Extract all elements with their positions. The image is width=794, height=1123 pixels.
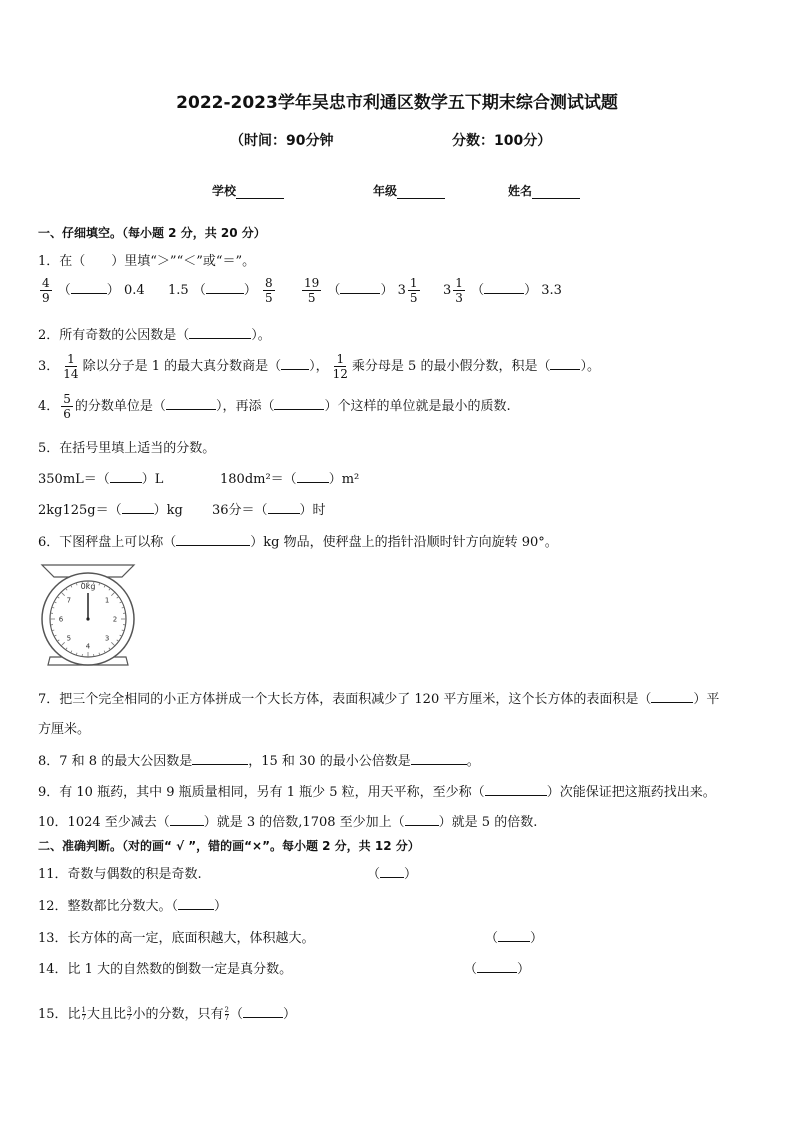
fraction: $\frac{8}{5}$ (265, 276, 273, 305)
time-label: （时间：90分钟 (230, 133, 334, 149)
q14-answer: （ ） (464, 962, 531, 977)
answer-blank[interactable] (110, 470, 142, 483)
name-label: 姓名 (508, 184, 533, 198)
answer-blank[interactable] (274, 397, 324, 410)
answer-blank[interactable] (206, 281, 244, 294)
question-15: 15．比 $\frac{1}{7}$ 大且比 $\frac{3}{7}$ 小的分数，只有 $\frac{2}{7}$ （ ） (38, 1006, 297, 1022)
answer-blank[interactable] (170, 813, 204, 826)
page-title: 2022-2023学年吴忠市利通区数学五下期末综合测试试题 (176, 93, 618, 113)
q1-item-a: $\frac{4}{9}$ （ ） 0.4 (42, 276, 145, 305)
fraction: $\frac{2}{7}$ (224, 1006, 229, 1022)
score-label: 分数：100分） (452, 133, 552, 149)
question-11: 11．奇数与偶数的积是奇数. (38, 867, 202, 882)
question-8: 8．7 和 8 的最大公因数是 ，15 和 30 的最小公倍数是 。 (38, 754, 480, 769)
question-13: 13．长方体的高一定，底面积越大，体积越大。 (38, 931, 315, 946)
answer-blank[interactable] (651, 690, 693, 703)
answer-blank[interactable] (485, 783, 547, 796)
q1-item-b: 1.5 （ ） $\frac{8}{5}$ (168, 276, 273, 305)
answer-blank[interactable] (166, 397, 216, 410)
answer-blank[interactable] (192, 752, 248, 765)
question-7: 7．把三个完全相同的小正方体拼成一个大长方体，表面积减少了 120 平方厘米，这个长方体的表面积是（ ）平 (38, 692, 720, 707)
answer-blank[interactable] (498, 929, 530, 942)
question-5: 5．在括号里填上适当的分数。 (38, 441, 216, 456)
q5-item-b: 180dm²＝（ ）m² (220, 472, 360, 487)
name-field (508, 182, 580, 199)
question-10: 10．1024 至少减去（ ）就是 3 的倍数,1708 至少加上（ ）就是 5 的倍数. (38, 815, 538, 830)
answer-blank[interactable] (268, 501, 300, 514)
answer-blank[interactable] (189, 326, 251, 339)
dial-number: 6 (58, 615, 64, 624)
answer-blank[interactable] (71, 281, 107, 294)
answer-blank[interactable] (122, 501, 154, 514)
dial-number: 2 (112, 615, 118, 624)
fraction: $\frac{1}{3}$ (455, 276, 463, 305)
question-7-cont: 方厘米。 (38, 722, 91, 737)
fraction: $\frac{4}{9}$ (42, 276, 50, 305)
answer-blank[interactable] (411, 752, 467, 765)
answer-blank[interactable] (297, 470, 329, 483)
dial-number: 3 (104, 634, 110, 643)
answer-blank[interactable] (340, 281, 380, 294)
section1-heading: 一、仔细填空。（每小题 2 分，共 20 分） (38, 226, 266, 240)
fraction: $\frac{1}{14}$ (63, 352, 79, 381)
q5-item-d: 36分＝（ ）时 (212, 503, 326, 518)
fraction: $\frac{5}{6}$ (63, 392, 71, 421)
answer-blank[interactable] (550, 357, 580, 370)
fraction: $\frac{1}{7}$ (81, 1006, 87, 1022)
school-field (212, 182, 284, 199)
school-blank[interactable] (236, 186, 284, 199)
dial-number: 1 (104, 596, 110, 605)
grade-label: 年级 (373, 184, 398, 198)
answer-blank[interactable] (243, 1005, 283, 1018)
dial-number: 4 (85, 642, 91, 651)
question-6: 6．下图秤盘上可以称（ ）kg 物品，使秤盘上的指针沿顺时针方向旋转 90°。 (38, 535, 558, 550)
q5-item-c: 2kg125g＝（ ）kg (38, 503, 183, 518)
fraction: $\frac{19}{5}$ (304, 276, 320, 305)
answer-blank[interactable] (178, 897, 214, 910)
fraction: $\frac{3}{7}$ (127, 1006, 132, 1022)
kitchen-scale-figure (38, 561, 138, 673)
answer-blank[interactable] (484, 281, 524, 294)
answer-blank[interactable] (477, 960, 517, 973)
question-3: 3． $\frac{1}{14}$ 除以分子是 1 的最大真分数商是（ ）， $\frac{1}{12}$ 乘分母是 5 的最小假分数，积是（ ）。 (38, 352, 600, 381)
question-9: 9．有 10 瓶药，其中 9 瓶质量相同，另有 1 瓶少 5 粒，用天平称，至少称（ ）次能保证把这瓶药找出来。 (38, 785, 716, 800)
question-1: 1．在（ ）里填“＞”“＜”或“＝”。 (38, 254, 256, 269)
scale-zero-label: 0kg (80, 582, 96, 591)
grade-field (373, 182, 445, 199)
answer-blank[interactable] (281, 357, 309, 370)
section2-heading: 二、准确判断。（对的画“ √ ”，错的画“×”。每小题 2 分，共 12 分） (38, 839, 420, 853)
answer-blank[interactable] (176, 533, 250, 546)
school-label: 学校 (212, 184, 237, 198)
name-blank[interactable] (532, 186, 580, 199)
answer-blank[interactable] (405, 813, 439, 826)
question-4: 4． $\frac{5}{6}$ 的分数单位是（ ），再添（ ）个这样的单位就是最小的质数. (38, 392, 511, 421)
dial-number: 7 (66, 596, 72, 605)
fraction: $\frac{1}{5}$ (409, 276, 418, 305)
grade-blank[interactable] (397, 186, 445, 199)
question-2: 2．所有奇数的公因数是（ ）。 (38, 328, 271, 343)
fraction: $\frac{1}{12}$ (332, 352, 348, 381)
question-14: 14．比 1 大的自然数的倒数一定是真分数。 (38, 962, 293, 977)
question-12: 12．整数都比分数大。（ ） (38, 899, 228, 914)
q11-answer: （ ） (367, 867, 418, 882)
q1-item-d: 3 $\frac{1}{3}$ （ ） 3.3 (443, 276, 562, 305)
q13-answer: （ ） (485, 931, 544, 946)
answer-blank[interactable] (380, 865, 404, 878)
scale-pivot (86, 617, 89, 620)
q1-item-c: $\frac{19}{5}$ （ ） 3 $\frac{1}{5}$ (304, 276, 418, 305)
dial-number: 5 (66, 634, 72, 643)
q5-item-a: 350mL＝（ ）L (38, 472, 164, 487)
